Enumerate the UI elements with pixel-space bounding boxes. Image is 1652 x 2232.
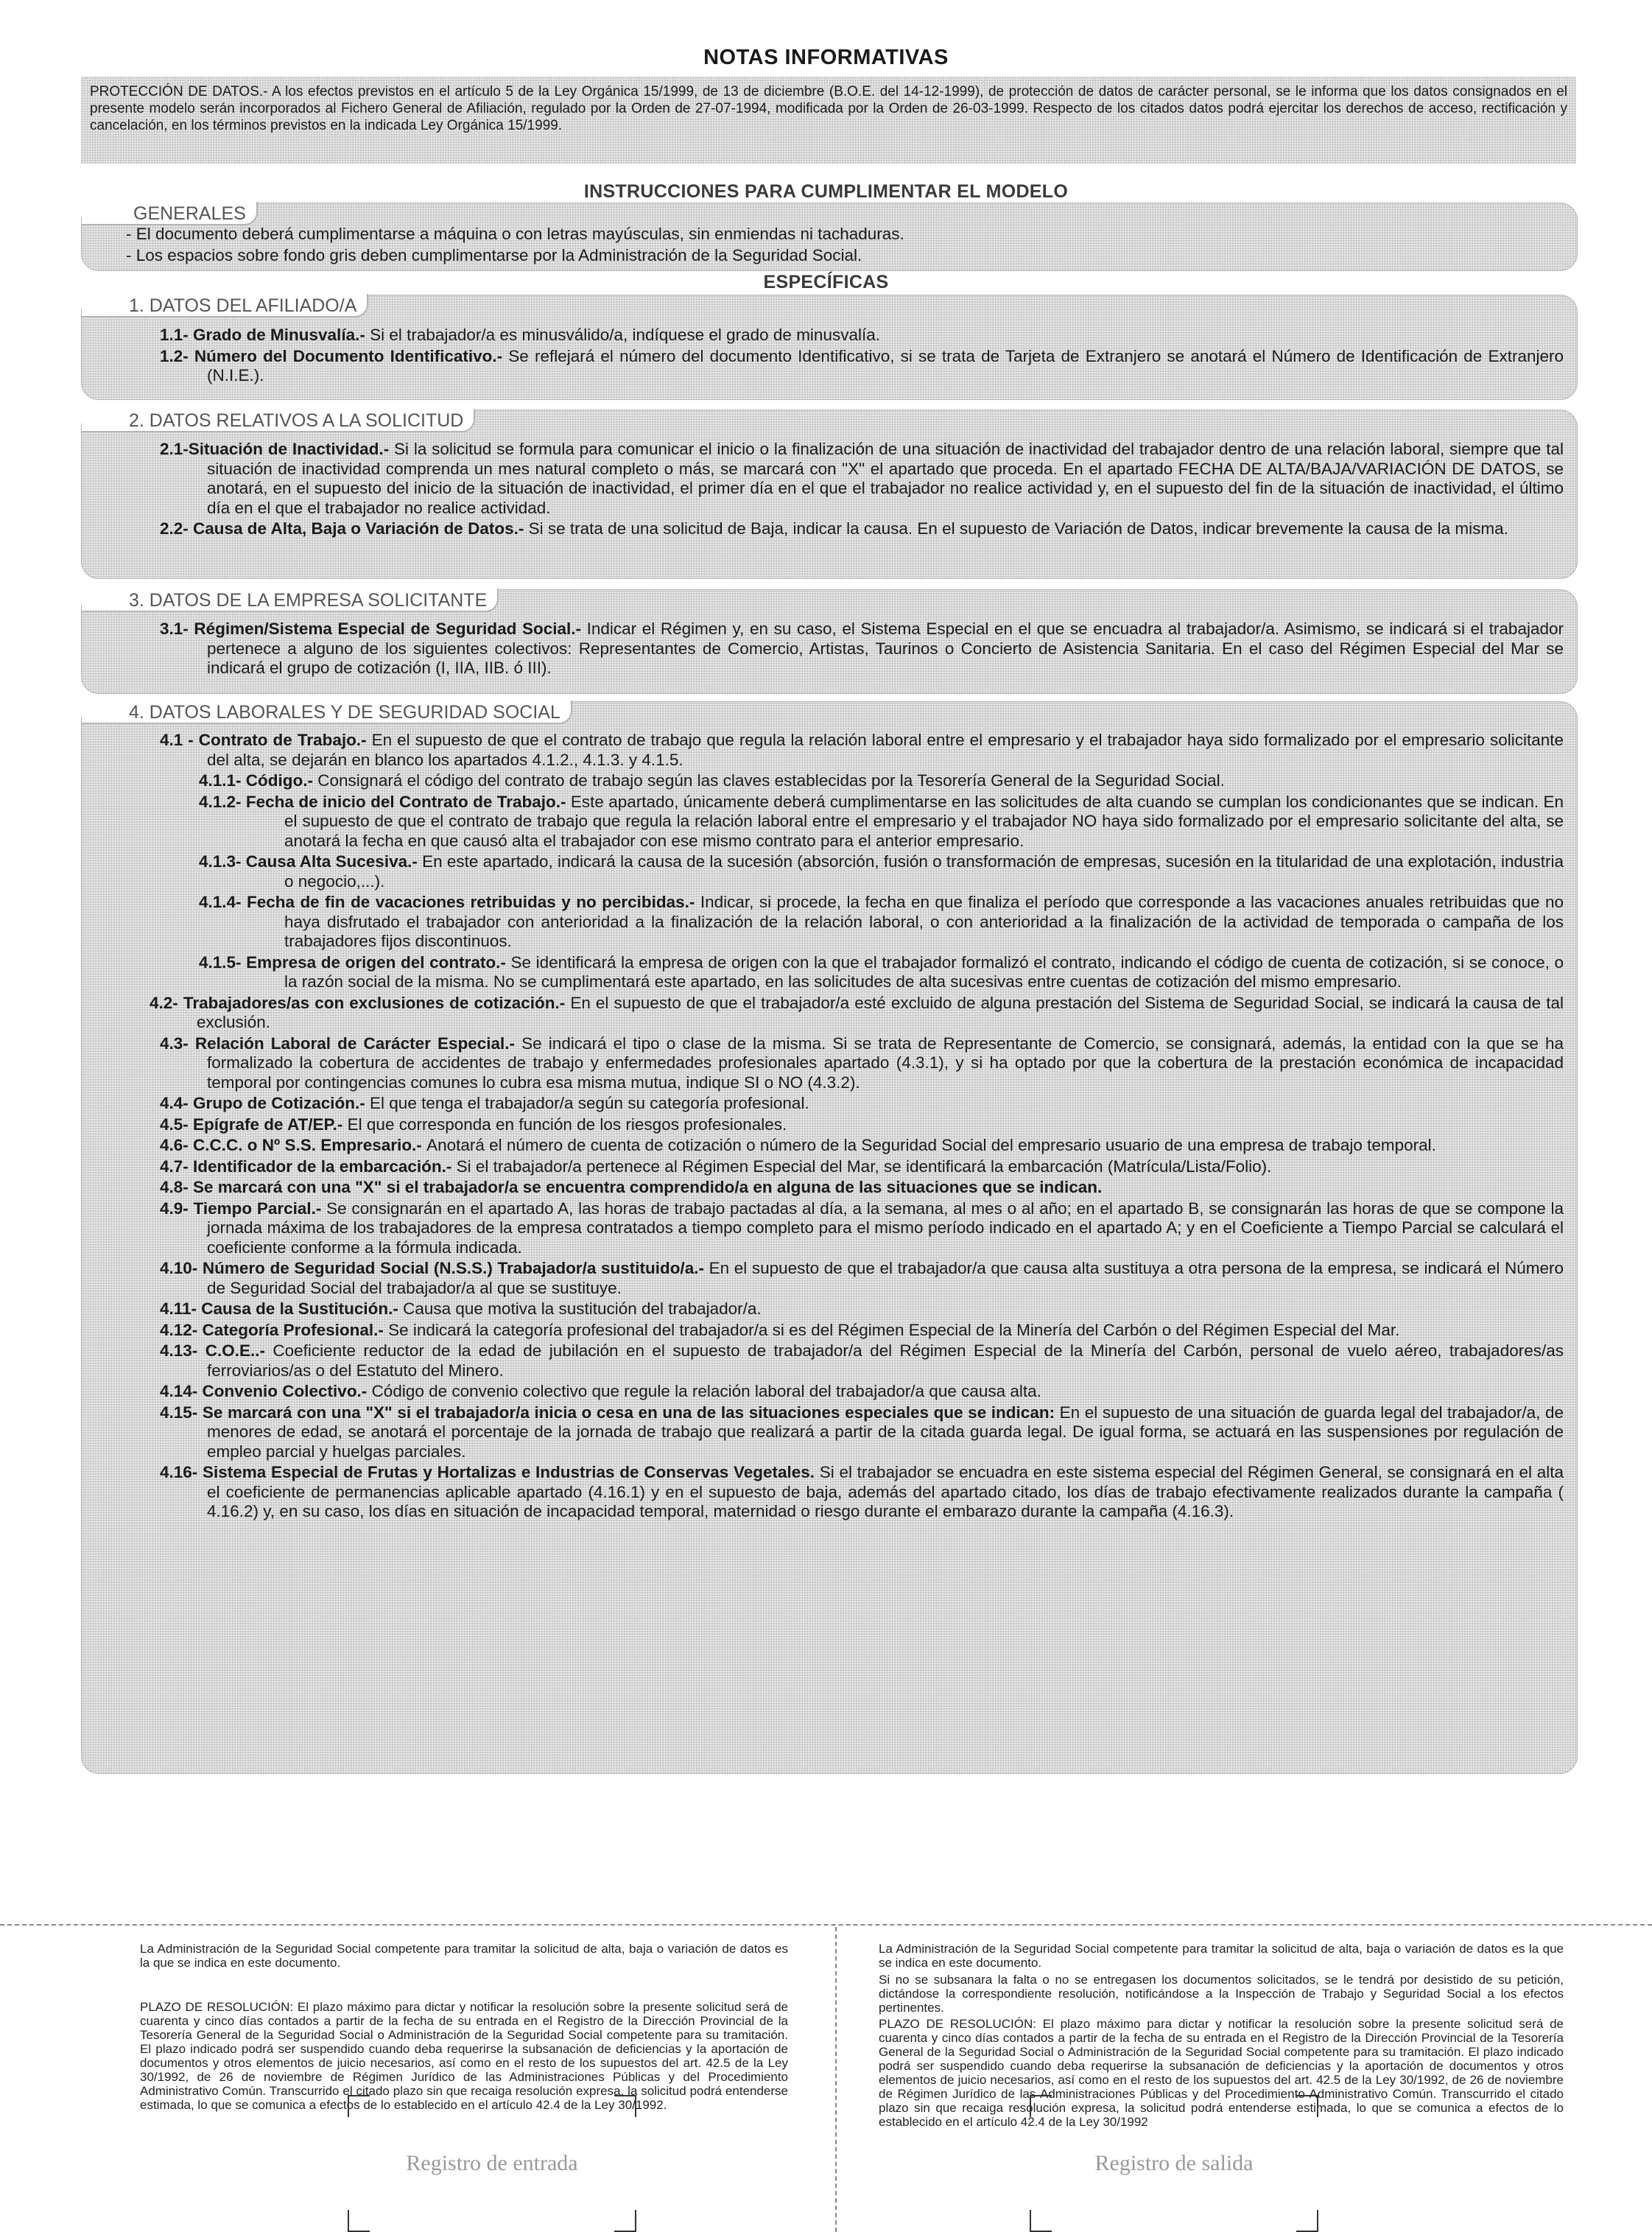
registro-entrada-label: Registro de entrada — [406, 2151, 578, 2175]
section-2-tab: 2. DATOS RELATIVOS A LA SOLICITUD — [82, 409, 475, 432]
section1-item — [82, 326, 1564, 345]
section4-item — [82, 893, 1564, 952]
section4-item-text: Este apartado, únicamente deberá cumplimentarse en las solicitudes de alta cuando se cumplan los condicionantes que se indican. En el supuesto de que el contrato de trabajo que regula la relación laboral entre el empresario y el trabajador NO haya sido formalizado por el empresario solicitante del alta, se anotará la fecha en que causó alta el trabajador con ese mismo contrato para el anterior empresario. — [284, 792, 1564, 850]
section4-item-label: 4.1.4- Fecha de fin de vacaciones retribuidas y no percibidas.- — [199, 893, 700, 911]
page-title: NOTAS INFORMATIVAS — [703, 46, 949, 69]
section4-item — [82, 1178, 1564, 1198]
section4-item-text: En el supuesto de que el trabajador/a esté excluido de alguna prestación del Sistema de Seguridad Social, se indicará la causa de tal exclusión. — [197, 993, 1564, 1031]
vertical-dashed-divider — [835, 1927, 837, 2232]
generales-body — [82, 223, 1577, 267]
section4-item — [82, 1199, 1564, 1258]
section-3-tab: 3. DATOS DE LA EMPRESA SOLICITANTE — [82, 589, 499, 612]
section4-item — [82, 1034, 1564, 1093]
horizontal-dashed-divider — [0, 1924, 1652, 1926]
section1-item-label: 1.2- Número del Documento Identificativo.- — [160, 346, 509, 365]
registro-salida-label: Registro de salida — [1094, 2151, 1254, 2175]
section-1-body — [82, 326, 1577, 387]
section4-item — [82, 1321, 1564, 1341]
section-3-body — [82, 620, 1577, 680]
section4-item-label: 4.3- Relación Laboral de Carácter Especial.- — [160, 1033, 522, 1053]
section4-item-label: 4.1 - Contrato de Trabajo.- — [160, 731, 372, 749]
section2-item-label: 2.2- Causa de Alta, Baja o Variación de Datos.- — [160, 519, 529, 538]
section4-item — [82, 1115, 1564, 1135]
section4-item-text: Código de convenio colectivo que regule la relación laboral del trabajador/a que causa alta. — [371, 1382, 1041, 1400]
section4-item-text: En el supuesto de que el contrato de trabajo que regula la relación laboral entre el empresario y el trabajador haya sido formalizado por el empresario solicitante del alta, se dejarán en blanco los apartados 4.1.2., 4.1.3. y 4.1.5. — [207, 731, 1564, 769]
section4-item-text: Se consignarán en el apartado A, las horas de trabajo pactadas al día, a la semana, al mes o al año; en el apartado B, se consignarán las horas de que se compone la jornada máxima de los trabajadores de la empresa contratados a tiempo completo para el mismo período indicado en el apartado A; y en el Coeficiente a Tiempo Parcial se calculará el coeficiente conforme a la fórmula indicada. — [207, 1199, 1564, 1257]
section4-item-text: Se identificará la empresa de origen con la que el trabajador formalizó el contrato, indicando el código de cuenta de cotización, si se conoce, o la razón social de la misma. No se cumplimentará este apartado, en las solicitudes de alta sucesivas entre cuentas de cotización del mismo empresario. — [284, 952, 1564, 991]
generales-line-1: - El documento deberá cumplimentarse a máquina o con letras mayúsculas, sin enmiendas ni tachaduras. — [126, 225, 904, 243]
section-4-tab: 4. DATOS LABORALES Y DE SEGURIDAD SOCIAL — [82, 701, 572, 724]
section4-item-text: Se indicará el tipo o clase de la misma. Si se trata de Representante de Comercio, se consignará, además, la entidad con la que se ha formalizado la cobertura de accidentes de trabajo y enfermedades profesionales apartado (4.3.1), y si ha optado por que la cobertura de la prestación económica de incapacidad temporal por contingencias comunes lo cubra esa misma mutua, indique SI o NO (4.3.2). — [207, 1033, 1564, 1092]
section4-item-text: En el supuesto de que el trabajador/a que causa alta sustituya a otra persona de la empresa, se indicará el Número de Seguridad Social del trabajador/a al que se sustituye. — [207, 1259, 1564, 1297]
generales-tab: GENERALES — [82, 202, 258, 225]
section4-item — [82, 731, 1564, 770]
section4-item — [82, 793, 1564, 852]
section4-item-text: Coeficiente reductor de la edad de jubilación en el supuesto de trabajador/a del Régimen Especial de la Minería del Carbón, personal de vuelo aéreo, trabajadores/as ferroviarios/as o del Estatuto del Minero. — [207, 1341, 1564, 1380]
section4-item — [82, 1157, 1564, 1177]
section4-item-text: Si el trabajador/a pertenece al Régimen Especial del Mar, se identificará la embarcación (Matrícula/Lista/Folio). — [456, 1157, 1272, 1176]
generales-box — [81, 203, 1578, 271]
section2-item-label: 2.1-Situación de Inactividad.- — [160, 440, 394, 458]
section4-item — [82, 994, 1564, 1033]
instructions-title: INSTRUCCIONES PARA CUMPLIMENTAR EL MODELO — [583, 181, 1069, 202]
section-3-box — [81, 589, 1578, 694]
section-1-box — [81, 295, 1578, 400]
section-4-body — [82, 731, 1577, 1523]
section4-item-label: 4.2- Trabajadores/as con exclusiones de cotización.- — [150, 993, 571, 1012]
section4-item — [82, 953, 1564, 992]
section4-item — [82, 1382, 1564, 1402]
section4-item — [82, 1403, 1564, 1462]
section4-item-text: Anotará el número de cuenta de cotización o número de la Seguridad Social del empresario usuario de una empresa de trabajo temporal. — [426, 1136, 1436, 1154]
section4-item-label: 4.11- Causa de la Sustitución.- — [160, 1299, 404, 1318]
section2-item-text: Si se trata de una solicitud de Baja, indicar la causa. En el supuesto de Variación de Datos, indicar brevemente la causa de la misma. — [528, 519, 1508, 538]
section4-item-text: En este apartado, indicará la causa de la sucesión (absorción, fusión o transformación de empresas, sucesión en la titularidad de una explotación, industria o negocio,...). — [284, 852, 1564, 891]
footer-right-plazo: PLAZO DE RESOLUCIÓN: El plazo máximo para dictar y notificar la resolución sobre la presente solicitud será de cuarenta y cinco días contados a partir de la fecha de su entrada en el Registro de la Dirección Provincial de la Tesorería General de la Seguridad Social o Administración de la Seguridad Social competente para su tramitación. El plazo indicado podrá ser suspendido cuando deba requerirse la subsanación de deficiencias y la aportación de documentos y otros elementos de juicio necesarios, así como en el resto de los supuestos del art. 42.5 de la Ley 30/1992, de 26 de noviembre de Régimen Jurídico de las Administraciones Públicas y del Procedimiento Administrativo Común. Transcurrido el citado plazo sin que recaiga resolución expresa, la solicitud podrá entenderse estimada, lo que se comunica a efectos de lo establecido en el artículo 42.4 de la Ley 30/1992 — [879, 2017, 1564, 2129]
section4-item — [82, 1463, 1564, 1522]
footer-right-notice: La Administración de la Seguridad Social competente para tramitar la solicitud de alta, baja o variación de datos es la que se indica en este documento. — [879, 1942, 1564, 1970]
section4-item-label: 4.1.2- Fecha de inicio del Contrato de Trabajo.- — [199, 792, 571, 811]
section4-item — [82, 1341, 1564, 1380]
footer-left-notice: La Administración de la Seguridad Social competente para tramitar la solicitud de alta, baja o variación de datos es la que se indica en este documento. — [140, 1942, 788, 1970]
section4-item-label: 4.1.3- Causa Alta Sucesiva.- — [199, 852, 423, 871]
generales-line-2: - Los espacios sobre fondo gris deben cumplimentarse por la Administración de la Seguridad Social. — [126, 245, 862, 264]
section-2-box — [81, 410, 1578, 579]
footer-left-plazo: PLAZO DE RESOLUCIÓN: El plazo máximo para dictar y notificar la resolución sobre la presente solicitud será de cuarenta y cinco días contados a partir de la fecha de su entrada en el Registro de la Dirección Provincial de la Tesorería General de la Seguridad Social o Administración de la Seguridad Social competente para su tramitación. El plazo indicado podrá ser suspendido cuando deba requerirse la subsanación de deficiencias y la aportación de documentos y otros elementos de juicio necesarios, así como en el resto de los supuestos del art. 42.5 de la Ley 30/1992, de 26 de noviembre de Régimen Jurídico de las Administraciones Públicas y del Procedimiento Administrativo Común. Transcurrido el citado plazo sin que recaiga resolución expresa, la solicitud podrá entenderse estimada, lo que se comunica a efectos de lo establecido en el artículo 42.4 de la Ley 30/1992. — [140, 2000, 788, 2112]
section4-item-label: 4.12- Categoría Profesional.- — [160, 1320, 389, 1339]
section4-item-label: 4.16- Sistema Especial de Frutas y Hortalizas e Industrias de Conservas Vegetales. — [160, 1463, 820, 1481]
section4-item-label: 4.5- Epígrafe de AT/EP.- — [160, 1115, 348, 1134]
section4-item-text: Indicar, si procede, la fecha en que finaliza el período que corresponde a las vacaciones anuales retribuidas que no haya disfrutado el trabajador con anterioridad a la finalización de la relación laboral, o con anterioridad a la finalización de la actividad de temporada o campaña de los trabajadores fijos discontinuos. — [284, 893, 1564, 950]
registro-entrada-stamp — [348, 2095, 636, 2232]
section4-item-label: 4.1.1- Código.- — [199, 771, 318, 790]
section3-item-text: Indicar el Régimen y, en su caso, el Sistema Especial en el que se encuadra al trabajador/a. Asimismo, se indicará si el trabajador pertenece a alguno de los siguientes colectivos: Representantes de Comercio, Artistas, Taurinos o Concierto de Asistencia Sanitaria. En el caso del Régimen Especial del Mar se indicará el grupo de cotización (I, IIA, IIB. ó III). — [207, 620, 1564, 677]
section1-item-text: Se reflejará el número del documento Identificativo, si se trata de Tarjeta de Extranjero se anotará el Número de Identificación de Extranjero (N.I.E.). — [207, 346, 1564, 385]
section2-item — [82, 440, 1564, 518]
section4-item-label: 4.10- Número de Seguridad Social (N.S.S.) Trabajador/a sustituido/a.- — [160, 1259, 709, 1277]
section4-item-text: Si el trabajador se encuadra en este sistema especial del Régimen General, se consignará en el alta el coeficiente de permanencias aplicable apartado (4.16.1) y en el supuesto de baja, además del apartado citado, los días de trabajo efectivamente realizados durante la campaña ( 4.16.2) y, en su caso, los días en situación de incapacidad temporal, maternidad o riesgo durante el embarazo durante la campaña (4.16.3). — [207, 1463, 1564, 1520]
section1-item — [82, 347, 1564, 386]
section-4-box — [81, 701, 1578, 1774]
section3-item — [82, 620, 1564, 678]
section4-item-label: 4.4- Grupo de Cotización.- — [160, 1094, 370, 1112]
section-2-body — [82, 440, 1577, 541]
footer-right-desistimiento: Si no se subsanara la falta o no se entregasen los documentos solicitados, se le tendrá por desistido de su petición, dictándose la correspondiente resolución, notificándose a la Inspección de Trabajo y Seguridad Social a los efectos pertinentes. — [879, 1973, 1564, 2015]
section4-item — [82, 771, 1564, 791]
section4-item — [82, 1259, 1564, 1298]
section4-item-label: 4.15- Se marcará con una "X" si el trabajador/a inicia o cesa en una de las situaciones especiales que se indican: — [160, 1403, 1060, 1422]
section4-item — [82, 852, 1564, 891]
section3-item-label: 3.1- Régimen/Sistema Especial de Seguridad Social.- — [160, 620, 587, 638]
especificas-title: ESPECÍFICAS — [763, 272, 889, 292]
section2-item — [82, 519, 1564, 539]
section4-item-text: El que tenga el trabajador/a según su categoría profesional. — [370, 1094, 809, 1112]
section4-item-text: El que corresponda en función de los riesgos profesionales. — [347, 1115, 787, 1134]
section1-item-label: 1.1- Grado de Minusvalía.- — [160, 326, 370, 344]
section4-item-label: 4.13- C.O.E..- — [160, 1341, 273, 1360]
section4-item-text: Se indicará la categoría profesional del trabajador/a si es del Régimen Especial de la Minería del Carbón o del Régimen Especial del Mar. — [388, 1320, 1400, 1339]
section4-item-label: 4.1.5- Empresa de origen del contrato.- — [199, 952, 511, 972]
section4-item-label: 4.6- C.C.C. o Nº S.S. Empresario.- — [160, 1136, 427, 1154]
section4-item-text: Causa que motiva la sustitución del trabajador/a. — [403, 1299, 762, 1318]
section4-item — [82, 1136, 1564, 1156]
data-protection-notice: PROTECCIÓN DE DATOS.- A los efectos previstos en el artículo 5 de la Ley Orgánica 15/1999, de 13 de diciembre (B.O.E. del 14-12-1999), de protección de datos de carácter personal, se le informa que los datos consignados en el presente modelo serán incorporados al Fichero General de Afiliación, regulado por la Orden de 27-07-1994, modificada por la Orden de 26-03-1999. Respecto de los citados datos podrá ejercitar los derechos de acceso, rectificación y cancelación, en los términos previstos en la indicada Ley Orgánica 15/1999. — [81, 77, 1576, 164]
registro-salida-stamp — [1030, 2095, 1318, 2232]
section-1-tab: 1. DATOS DEL AFILIADO/A — [82, 294, 368, 317]
section1-item-text: Si el trabajador/a es minusválido/a, indíquese el grado de minusvalía. — [370, 326, 880, 344]
section4-item — [82, 1094, 1564, 1114]
section4-item-label: 4.7- Identificador de la embarcación.- — [160, 1157, 457, 1176]
section4-item-text: Consignará el código del contrato de trabajo según las claves establecidas por la Tesorería General de la Seguridad Social. — [317, 771, 1225, 790]
section2-item-text: Si la solicitud se formula para comunicar el inicio o la finalización de una situación de inactividad del trabajador dentro de una relación laboral, siempre que tal situación de inactividad comprenda un mes natural completo o más, se marcará con "X" el apartado que proceda. En el apartado FECHA DE ALTA/BAJA/VARIACIÓN DE DATOS, se anotará, en el supuesto del inicio de la situación de inactividad, el primer día en el que el trabajador no realice actividad y, en el supuesto del fin de la situación de inactividad, el último día en el que el trabajador no realice actividad. — [207, 440, 1564, 517]
section4-item-label: 4.14- Convenio Colectivo.- — [160, 1382, 372, 1400]
section4-item-text: En el supuesto de una situación de guarda legal del trabajador/a, de menores de edad, se anotará el porcentaje de la jornada de trabajo que realizará a partir de la citada guarda legal. De igual forma, se actuará en las suspensiones por regulación de empleo parcial y huelgas parciales. — [207, 1403, 1564, 1461]
section4-item-label: 4.8- Se marcará con una "X" si el trabajador/a se encuentra comprendido/a en alguna de las situaciones que se indican. — [160, 1178, 1103, 1196]
section4-item-label: 4.9- Tiempo Parcial.- — [160, 1199, 327, 1218]
section4-item — [82, 1299, 1564, 1319]
